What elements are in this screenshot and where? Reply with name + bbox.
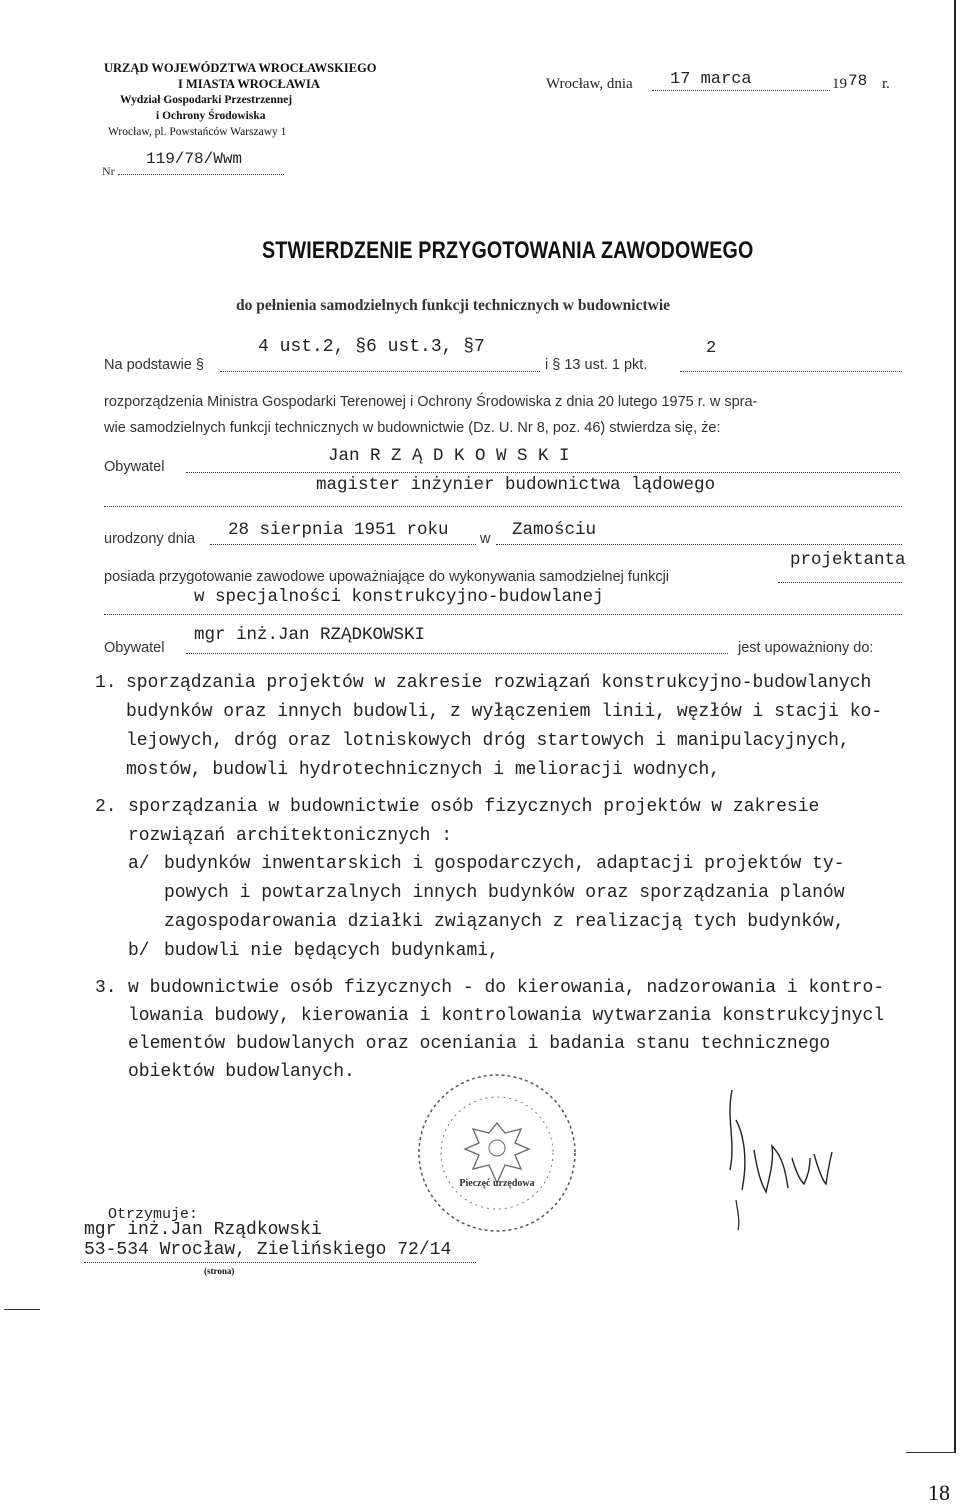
pkt-line: [680, 371, 902, 372]
nr-value: 119/78/Wwm: [146, 150, 243, 168]
office-name-line-2: I MIASTA WROCŁAWIA: [178, 77, 320, 91]
recipient-line: [84, 1262, 476, 1263]
page-bottom-line: [906, 1452, 956, 1453]
citizen-line-1: [186, 472, 900, 473]
regulation-line-2: wie samodzielnych funkcji technicznych w budownictwie (Dz. U. Nr 8, poz. 46) stwierdza się, że:: [104, 420, 721, 436]
nr-line: [118, 174, 284, 175]
recipient-name: mgr inż.Jan Rządkowski: [84, 1220, 322, 1240]
recipient-label: Otrzymuje:: [108, 1206, 199, 1223]
authorized-name: mgr inż.Jan RZĄDKOWSKI: [194, 625, 426, 645]
year-value: 78: [848, 72, 868, 90]
page-number: 18: [928, 1480, 950, 1505]
official-seal-icon: [412, 1068, 582, 1238]
date-line: [652, 90, 830, 91]
qualification-line: [778, 582, 902, 583]
seal-text: Pieczęć urzędowa: [459, 1178, 535, 1189]
item-1-line-1: sporządzania projektów w zakresie rozwiązań konstrukcyjno-budowlanych: [126, 673, 872, 693]
regulation-line-1: rozporządzenia Ministra Gospodarki Terenowej i Ochrony Środowiska z dnia 20 lutego 1975 r. w spra-: [104, 394, 758, 410]
item-2-line-2: rozwiązań architektonicznych :: [128, 826, 453, 846]
birth-w-label: w: [480, 531, 491, 547]
item-1-line-2: budynków oraz innych budowli, z wyłączeniem linii, węzłów i stacji ko-: [126, 702, 883, 722]
basis-line: [220, 371, 540, 372]
nr-label: Nr: [102, 164, 115, 178]
item-3-line-2: lowania budowy, kierowania i kontrolowania wytwarzania konstrukcyjnycl: [128, 1006, 885, 1026]
item-2b-label: b/: [128, 941, 150, 961]
item-2b-line-1: budowli nie będących budynkami,: [164, 941, 499, 961]
item-3-line-1: w budownictwie osób fizycznych - do kierowania, nadzorowania i kontro-: [128, 978, 885, 998]
office-name-line-1: URZĄD WOJEWÓDZTWA WROCŁAWSKIEGO: [104, 61, 377, 75]
recipient-note: (strona): [204, 1266, 235, 1276]
signature-icon: [714, 1080, 854, 1240]
item-2a-line-1: budynków inwentarskich i gospodarczych, adaptacji projektów ty-: [164, 854, 845, 874]
citizen-label: Obywatel: [104, 459, 165, 475]
qualification-speciality: w specjalności konstrukcyjno-budowlanej: [194, 587, 604, 607]
qualification-function: projektanta: [790, 550, 906, 570]
office-address: Wrocław, pl. Powstańców Warszawy 1: [108, 126, 287, 138]
basis-value: 4 ust.2, §6 ust.3, §7: [258, 337, 485, 357]
birth-label: urodzony dnia: [104, 531, 196, 547]
birth-date: 28 sierpnia 1951 roku: [228, 520, 449, 540]
birth-place-line: [496, 544, 902, 545]
citizen-line-2: [104, 506, 902, 507]
birth-date-line: [210, 544, 476, 545]
citizen-title: magister inżynier budownictwa lądowego: [316, 475, 716, 495]
birth-place: Zamościu: [512, 520, 597, 540]
margin-rule: [4, 1309, 40, 1310]
office-department-line-1: Wydział Gospodarki Przestrzennej: [120, 94, 293, 106]
citizen-name: Jan R Z Ą D K O W S K I: [328, 446, 570, 466]
item-1-line-3: lejowych, dróg oraz lotniskowych dróg startowych i manipulacyjnych,: [126, 731, 850, 751]
document-title: STWIERDZENIE PRZYGOTOWANIA ZAWODOWEGO: [262, 237, 754, 264]
item-2-line-1: sporządzania w budownictwie osób fizycznych projektów w zakresie: [128, 797, 820, 817]
item-1-number: 1.: [95, 673, 117, 693]
page-edge-line: [954, 0, 956, 1452]
date-value: 17 marca: [670, 70, 752, 89]
speciality-line: [104, 614, 902, 615]
authorized-line: [186, 653, 728, 654]
item-1-line-4: mostów, budowli hydrotechnicznych i melioracji wodnych,: [126, 760, 721, 780]
office-department-line-2: i Ochrony Środowiska: [156, 110, 266, 122]
authorized-label: Obywatel: [104, 640, 165, 656]
basis-mid-text: i § 13 ust. 1 pkt.: [545, 357, 648, 373]
recipient-address: 53-534 Wrocław, Zielińskiego 72/14: [84, 1240, 452, 1260]
item-2a-line-3: zagospodarowania działki związanych z realizacją tych budynków,: [164, 912, 845, 932]
place-date-label: Wrocław, dnia: [546, 76, 633, 92]
basis-label: Na podstawie §: [104, 357, 204, 373]
item-3-line-4: obiektów budowlanych.: [128, 1062, 355, 1082]
item-3-line-3: elementów budowlanych oraz oceniania i badania stanu technicznego: [128, 1034, 831, 1054]
year-label: 19: [832, 76, 847, 92]
authorized-suffix: jest upoważniony do:: [738, 640, 874, 656]
item-2-number: 2.: [95, 797, 117, 817]
item-3-number: 3.: [95, 978, 117, 998]
item-2a-label: a/: [128, 854, 150, 874]
pkt-value: 2: [706, 339, 717, 358]
document-subtitle: do pełnienia samodzielnych funkcji technicznych w budownictwie: [236, 297, 671, 314]
qualification-label: posiada przygotowanie zawodowe upoważniające do wykonywania samodzielnej funkcji: [104, 569, 670, 585]
item-2a-line-2: powych i powtarzalnych innych budynków oraz sporządzania planów: [164, 883, 845, 903]
year-suffix: r.: [882, 76, 890, 92]
